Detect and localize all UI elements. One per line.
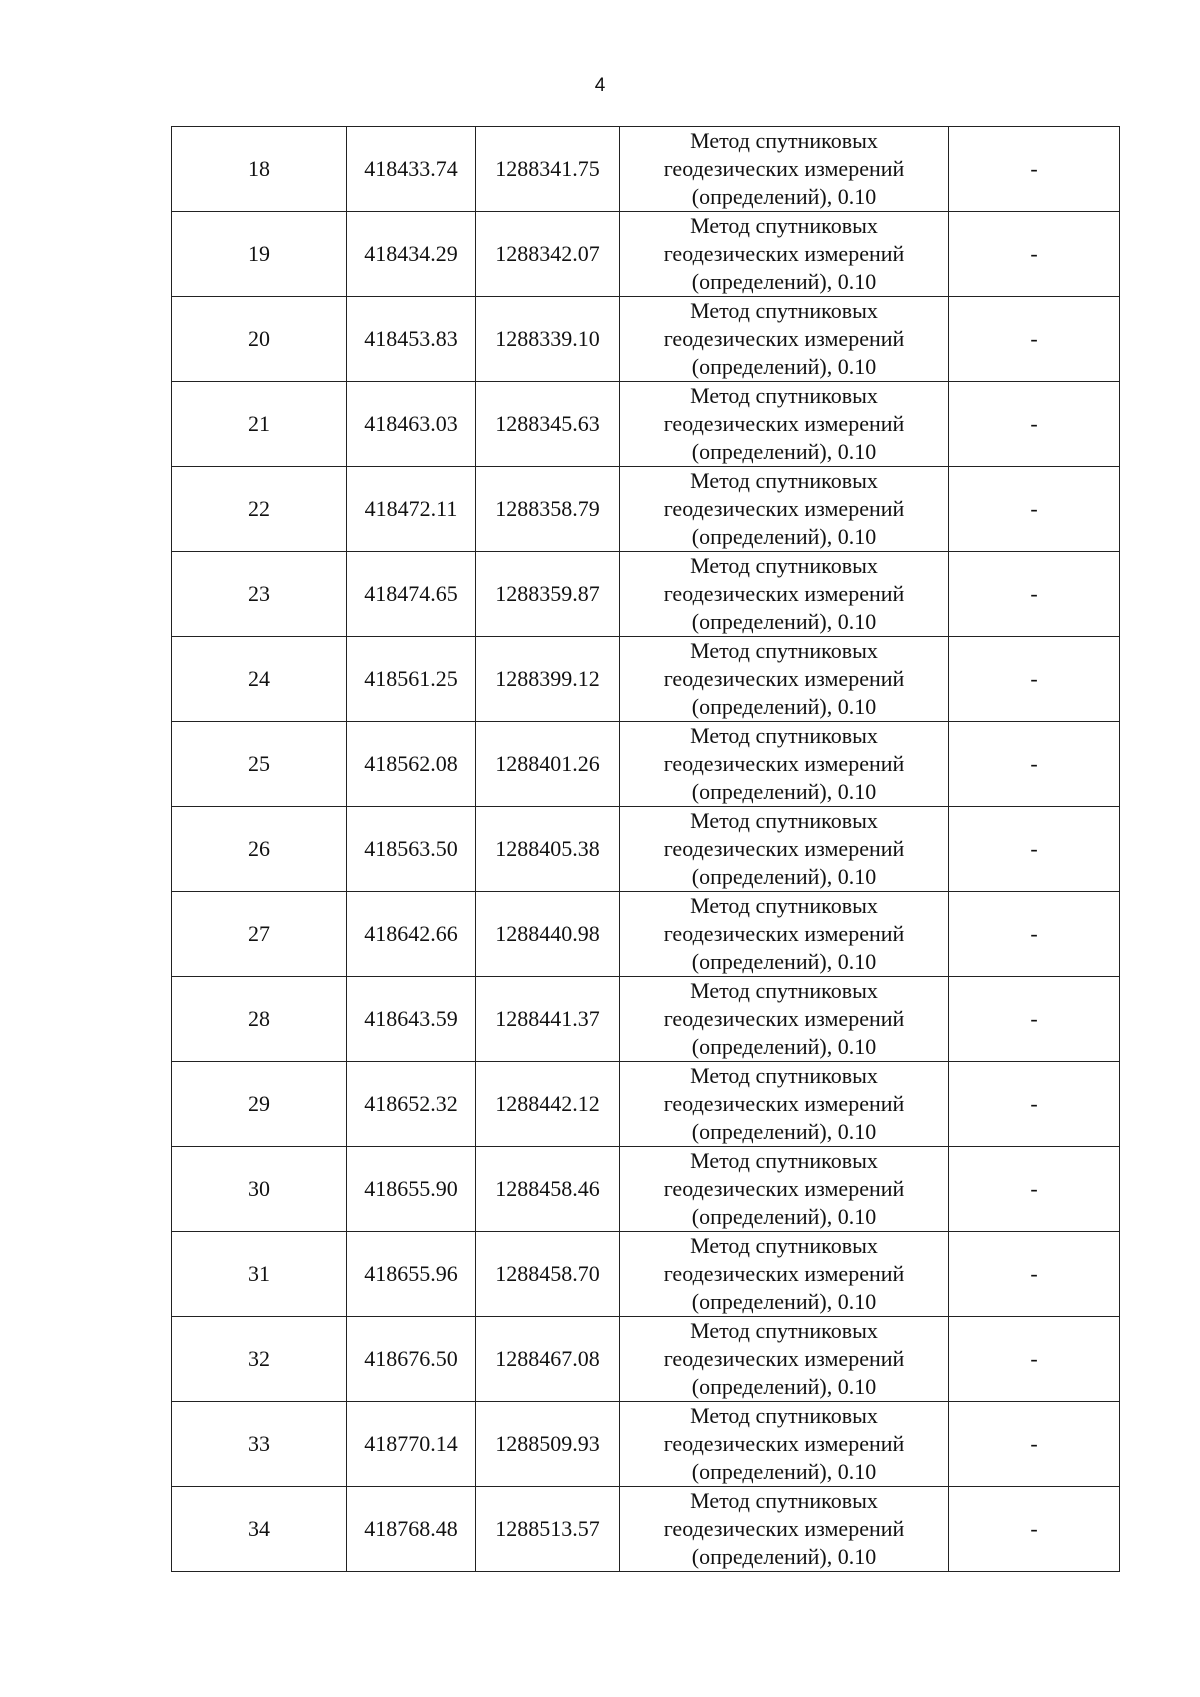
method-cell [620, 1232, 949, 1317]
method-cell [620, 127, 949, 212]
method-line: (определений), 0.10 [691, 864, 877, 889]
method-line: (определений), 0.10 [691, 949, 877, 974]
method-line: Метод спутниковых [690, 128, 878, 153]
point-number-cell: 29 [172, 1062, 347, 1147]
method-cell [620, 1147, 949, 1232]
method-line: (определений), 0.10 [691, 779, 877, 804]
method-line: (определений), 0.10 [691, 269, 877, 294]
method-line: Метод спутниковых [690, 638, 878, 663]
method-line: геодезических измерений [663, 1006, 905, 1031]
note-cell: - [949, 127, 1120, 212]
method-line: (определений), 0.10 [691, 609, 877, 634]
table-row [172, 722, 1120, 807]
table-row [172, 552, 1120, 637]
method-line: (определений), 0.10 [691, 694, 877, 719]
coordinates-table-body [172, 127, 1120, 1572]
method-line: геодезических измерений [663, 1091, 905, 1116]
note-cell: - [949, 552, 1120, 637]
y-coordinate-cell: 1288442.12 [476, 1062, 620, 1147]
note-cell: - [949, 1232, 1120, 1317]
note-cell: - [949, 637, 1120, 722]
table-row [172, 1147, 1120, 1232]
y-coordinate-cell: 1288458.46 [476, 1147, 620, 1232]
point-number-cell: 28 [172, 977, 347, 1062]
method-cell [620, 1487, 949, 1572]
method-line: геодезических измерений [663, 1431, 905, 1456]
x-coordinate-cell: 418434.29 [347, 212, 476, 297]
method-line: (определений), 0.10 [691, 1544, 877, 1569]
method-line: (определений), 0.10 [691, 1374, 877, 1399]
point-number-cell: 31 [172, 1232, 347, 1317]
x-coordinate-cell: 418643.59 [347, 977, 476, 1062]
point-number-cell: 23 [172, 552, 347, 637]
x-coordinate-cell: 418655.96 [347, 1232, 476, 1317]
method-line: геодезических измерений [663, 921, 905, 946]
x-coordinate-cell: 418561.25 [347, 637, 476, 722]
note-cell: - [949, 212, 1120, 297]
x-coordinate-cell: 418770.14 [347, 1402, 476, 1487]
note-cell: - [949, 1062, 1120, 1147]
point-number-cell: 32 [172, 1317, 347, 1402]
method-cell [620, 807, 949, 892]
method-line: геодезических измерений [663, 411, 905, 436]
table-row [172, 1062, 1120, 1147]
x-coordinate-cell: 418562.08 [347, 722, 476, 807]
method-line: геодезических измерений [663, 1176, 905, 1201]
x-coordinate-cell: 418563.50 [347, 807, 476, 892]
method-line: Метод спутниковых [690, 1488, 878, 1513]
table-row [172, 212, 1120, 297]
method-line: Метод спутниковых [690, 468, 878, 493]
method-line: (определений), 0.10 [691, 1459, 877, 1484]
x-coordinate-cell: 418433.74 [347, 127, 476, 212]
method-line: Метод спутниковых [690, 1148, 878, 1173]
table-row [172, 637, 1120, 722]
method-line: Метод спутниковых [690, 1233, 878, 1258]
y-coordinate-cell: 1288345.63 [476, 382, 620, 467]
table-row [172, 467, 1120, 552]
point-number-cell: 18 [172, 127, 347, 212]
table-row [172, 1487, 1120, 1572]
method-line: (определений), 0.10 [691, 524, 877, 549]
method-line: (определений), 0.10 [691, 1289, 877, 1314]
method-line: геодезических измерений [663, 1516, 905, 1541]
table-row [172, 977, 1120, 1062]
note-cell: - [949, 1147, 1120, 1232]
y-coordinate-cell: 1288513.57 [476, 1487, 620, 1572]
method-line: Метод спутниковых [690, 808, 878, 833]
y-coordinate-cell: 1288342.07 [476, 212, 620, 297]
method-line: геодезических измерений [663, 1261, 905, 1286]
note-cell: - [949, 977, 1120, 1062]
point-number-cell: 26 [172, 807, 347, 892]
method-cell [620, 212, 949, 297]
note-cell: - [949, 1402, 1120, 1487]
method-cell [620, 467, 949, 552]
method-cell [620, 1062, 949, 1147]
y-coordinate-cell: 1288440.98 [476, 892, 620, 977]
note-cell: - [949, 1487, 1120, 1572]
y-coordinate-cell: 1288339.10 [476, 297, 620, 382]
method-line: (определений), 0.10 [691, 439, 877, 464]
method-cell [620, 722, 949, 807]
y-coordinate-cell: 1288358.79 [476, 467, 620, 552]
x-coordinate-cell: 418642.66 [347, 892, 476, 977]
note-cell: - [949, 382, 1120, 467]
table-row [172, 1232, 1120, 1317]
y-coordinate-cell: 1288399.12 [476, 637, 620, 722]
x-coordinate-cell: 418768.48 [347, 1487, 476, 1572]
note-cell: - [949, 1317, 1120, 1402]
y-coordinate-cell: 1288509.93 [476, 1402, 620, 1487]
point-number-cell: 19 [172, 212, 347, 297]
y-coordinate-cell: 1288458.70 [476, 1232, 620, 1317]
table-row [172, 807, 1120, 892]
table-row [172, 127, 1120, 212]
point-number-cell: 21 [172, 382, 347, 467]
table-row [172, 1317, 1120, 1402]
x-coordinate-cell: 418474.65 [347, 552, 476, 637]
note-cell: - [949, 297, 1120, 382]
method-line: (определений), 0.10 [691, 184, 877, 209]
method-cell [620, 1317, 949, 1402]
note-cell: - [949, 722, 1120, 807]
method-line: Метод спутниковых [690, 1318, 878, 1343]
method-line: (определений), 0.10 [691, 1034, 877, 1059]
method-line: (определений), 0.10 [691, 1119, 877, 1144]
method-line: геодезических измерений [663, 326, 905, 351]
point-number-cell: 33 [172, 1402, 347, 1487]
method-cell [620, 552, 949, 637]
method-line: геодезических измерений [663, 1346, 905, 1371]
table-row [172, 1402, 1120, 1487]
y-coordinate-cell: 1288467.08 [476, 1317, 620, 1402]
method-line: Метод спутниковых [690, 978, 878, 1003]
y-coordinate-cell: 1288359.87 [476, 552, 620, 637]
point-number-cell: 27 [172, 892, 347, 977]
method-cell [620, 977, 949, 1062]
point-number-cell: 20 [172, 297, 347, 382]
method-cell [620, 1402, 949, 1487]
x-coordinate-cell: 418676.50 [347, 1317, 476, 1402]
page-number: 4 [594, 75, 606, 96]
x-coordinate-cell: 418472.11 [347, 467, 476, 552]
x-coordinate-cell: 418463.03 [347, 382, 476, 467]
method-line: Метод спутниковых [690, 723, 878, 748]
method-line: геодезических измерений [663, 581, 905, 606]
table-row [172, 382, 1120, 467]
x-coordinate-cell: 418453.83 [347, 297, 476, 382]
method-line: геодезических измерений [663, 156, 905, 181]
method-cell [620, 382, 949, 467]
y-coordinate-cell: 1288441.37 [476, 977, 620, 1062]
note-cell: - [949, 807, 1120, 892]
y-coordinate-cell: 1288341.75 [476, 127, 620, 212]
method-line: геодезических измерений [663, 666, 905, 691]
table-row [172, 297, 1120, 382]
y-coordinate-cell: 1288401.26 [476, 722, 620, 807]
point-number-cell: 25 [172, 722, 347, 807]
point-number-cell: 24 [172, 637, 347, 722]
method-line: Метод спутниковых [690, 383, 878, 408]
method-line: геодезических измерений [663, 241, 905, 266]
point-number-cell: 34 [172, 1487, 347, 1572]
method-line: (определений), 0.10 [691, 354, 877, 379]
method-cell [620, 892, 949, 977]
note-cell: - [949, 467, 1120, 552]
method-line: Метод спутниковых [690, 1063, 878, 1088]
method-cell [620, 297, 949, 382]
x-coordinate-cell: 418655.90 [347, 1147, 476, 1232]
method-line: (определений), 0.10 [691, 1204, 877, 1229]
method-line: Метод спутниковых [690, 213, 878, 238]
method-line: геодезических измерений [663, 751, 905, 776]
method-line: Метод спутниковых [690, 298, 878, 323]
y-coordinate-cell: 1288405.38 [476, 807, 620, 892]
x-coordinate-cell: 418652.32 [347, 1062, 476, 1147]
coordinates-table [171, 126, 1120, 1572]
method-line: Метод спутниковых [690, 893, 878, 918]
point-number-cell: 22 [172, 467, 347, 552]
method-cell [620, 637, 949, 722]
method-line: геодезических измерений [663, 836, 905, 861]
method-line: геодезических измерений [663, 496, 905, 521]
method-line: Метод спутниковых [690, 553, 878, 578]
point-number-cell: 30 [172, 1147, 347, 1232]
table-row [172, 892, 1120, 977]
note-cell: - [949, 892, 1120, 977]
method-line: Метод спутниковых [690, 1403, 878, 1428]
